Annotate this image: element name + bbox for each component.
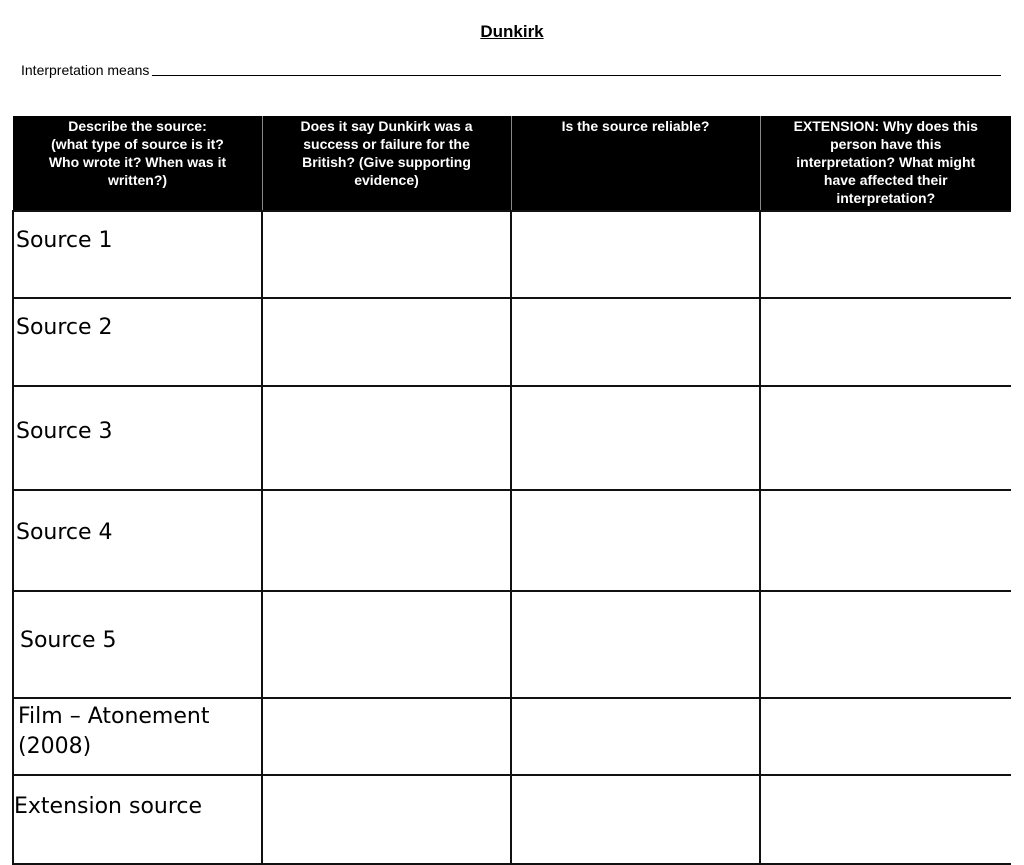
header-extension: EXTENSION: Why does this person have this interpretation? What might have affected their interpretation? [760, 116, 1011, 211]
answer-cell[interactable] [262, 298, 511, 386]
interpretation-label: Interpretation means [21, 62, 150, 78]
answer-cell[interactable] [760, 775, 1011, 864]
answer-cell[interactable] [511, 698, 760, 775]
table-row [13, 386, 1011, 490]
row-label-source-4: Source 4 [13, 490, 262, 591]
header-describe-source: Describe the source: (what type of source is it? Who wrote it? When was it written?) [13, 116, 262, 211]
row-label-source-1: Source 1 [13, 211, 262, 298]
answer-cell[interactable] [760, 386, 1011, 490]
answer-cell[interactable] [262, 775, 511, 864]
header-reliability: Is the source reliable? [511, 116, 760, 211]
answer-cell[interactable] [262, 591, 511, 698]
row-label-extension-source: Extension source [13, 775, 262, 864]
table-row [13, 298, 1011, 386]
answer-cell[interactable] [262, 490, 511, 591]
interpretation-answer-line[interactable] [152, 61, 1001, 76]
answer-cell[interactable] [511, 211, 760, 298]
table-row [13, 698, 1011, 775]
answer-cell[interactable] [262, 386, 511, 490]
answer-cell[interactable] [760, 698, 1011, 775]
table-row [13, 591, 1011, 698]
answer-cell[interactable] [262, 698, 511, 775]
table-row [13, 211, 1011, 298]
row-label-film-atonement: Film – Atonement (2008) [13, 698, 262, 775]
document-title [0, 22, 1024, 42]
header-success-or-failure: Does it say Dunkirk was a success or failure for the British? (Give supporting evidence) [262, 116, 511, 211]
title-text: Dunkirk [480, 22, 544, 41]
answer-cell[interactable] [760, 298, 1011, 386]
table-row [13, 490, 1011, 591]
answer-cell[interactable] [511, 298, 760, 386]
answer-cell[interactable] [760, 211, 1011, 298]
answer-cell[interactable] [511, 386, 760, 490]
answer-cell[interactable] [760, 490, 1011, 591]
row-label-source-2: Source 2 [13, 298, 262, 386]
table-header-row [13, 116, 1011, 211]
row-label-source-5: Source 5 [13, 591, 262, 698]
answer-cell[interactable] [760, 591, 1011, 698]
answer-cell[interactable] [511, 490, 760, 591]
source-analysis-table [12, 116, 1011, 865]
answer-cell[interactable] [511, 591, 760, 698]
interpretation-prompt [21, 61, 1001, 78]
answer-cell[interactable] [262, 211, 511, 298]
row-label-source-3: Source 3 [13, 386, 262, 490]
table-row [13, 775, 1011, 864]
answer-cell[interactable] [511, 775, 760, 864]
